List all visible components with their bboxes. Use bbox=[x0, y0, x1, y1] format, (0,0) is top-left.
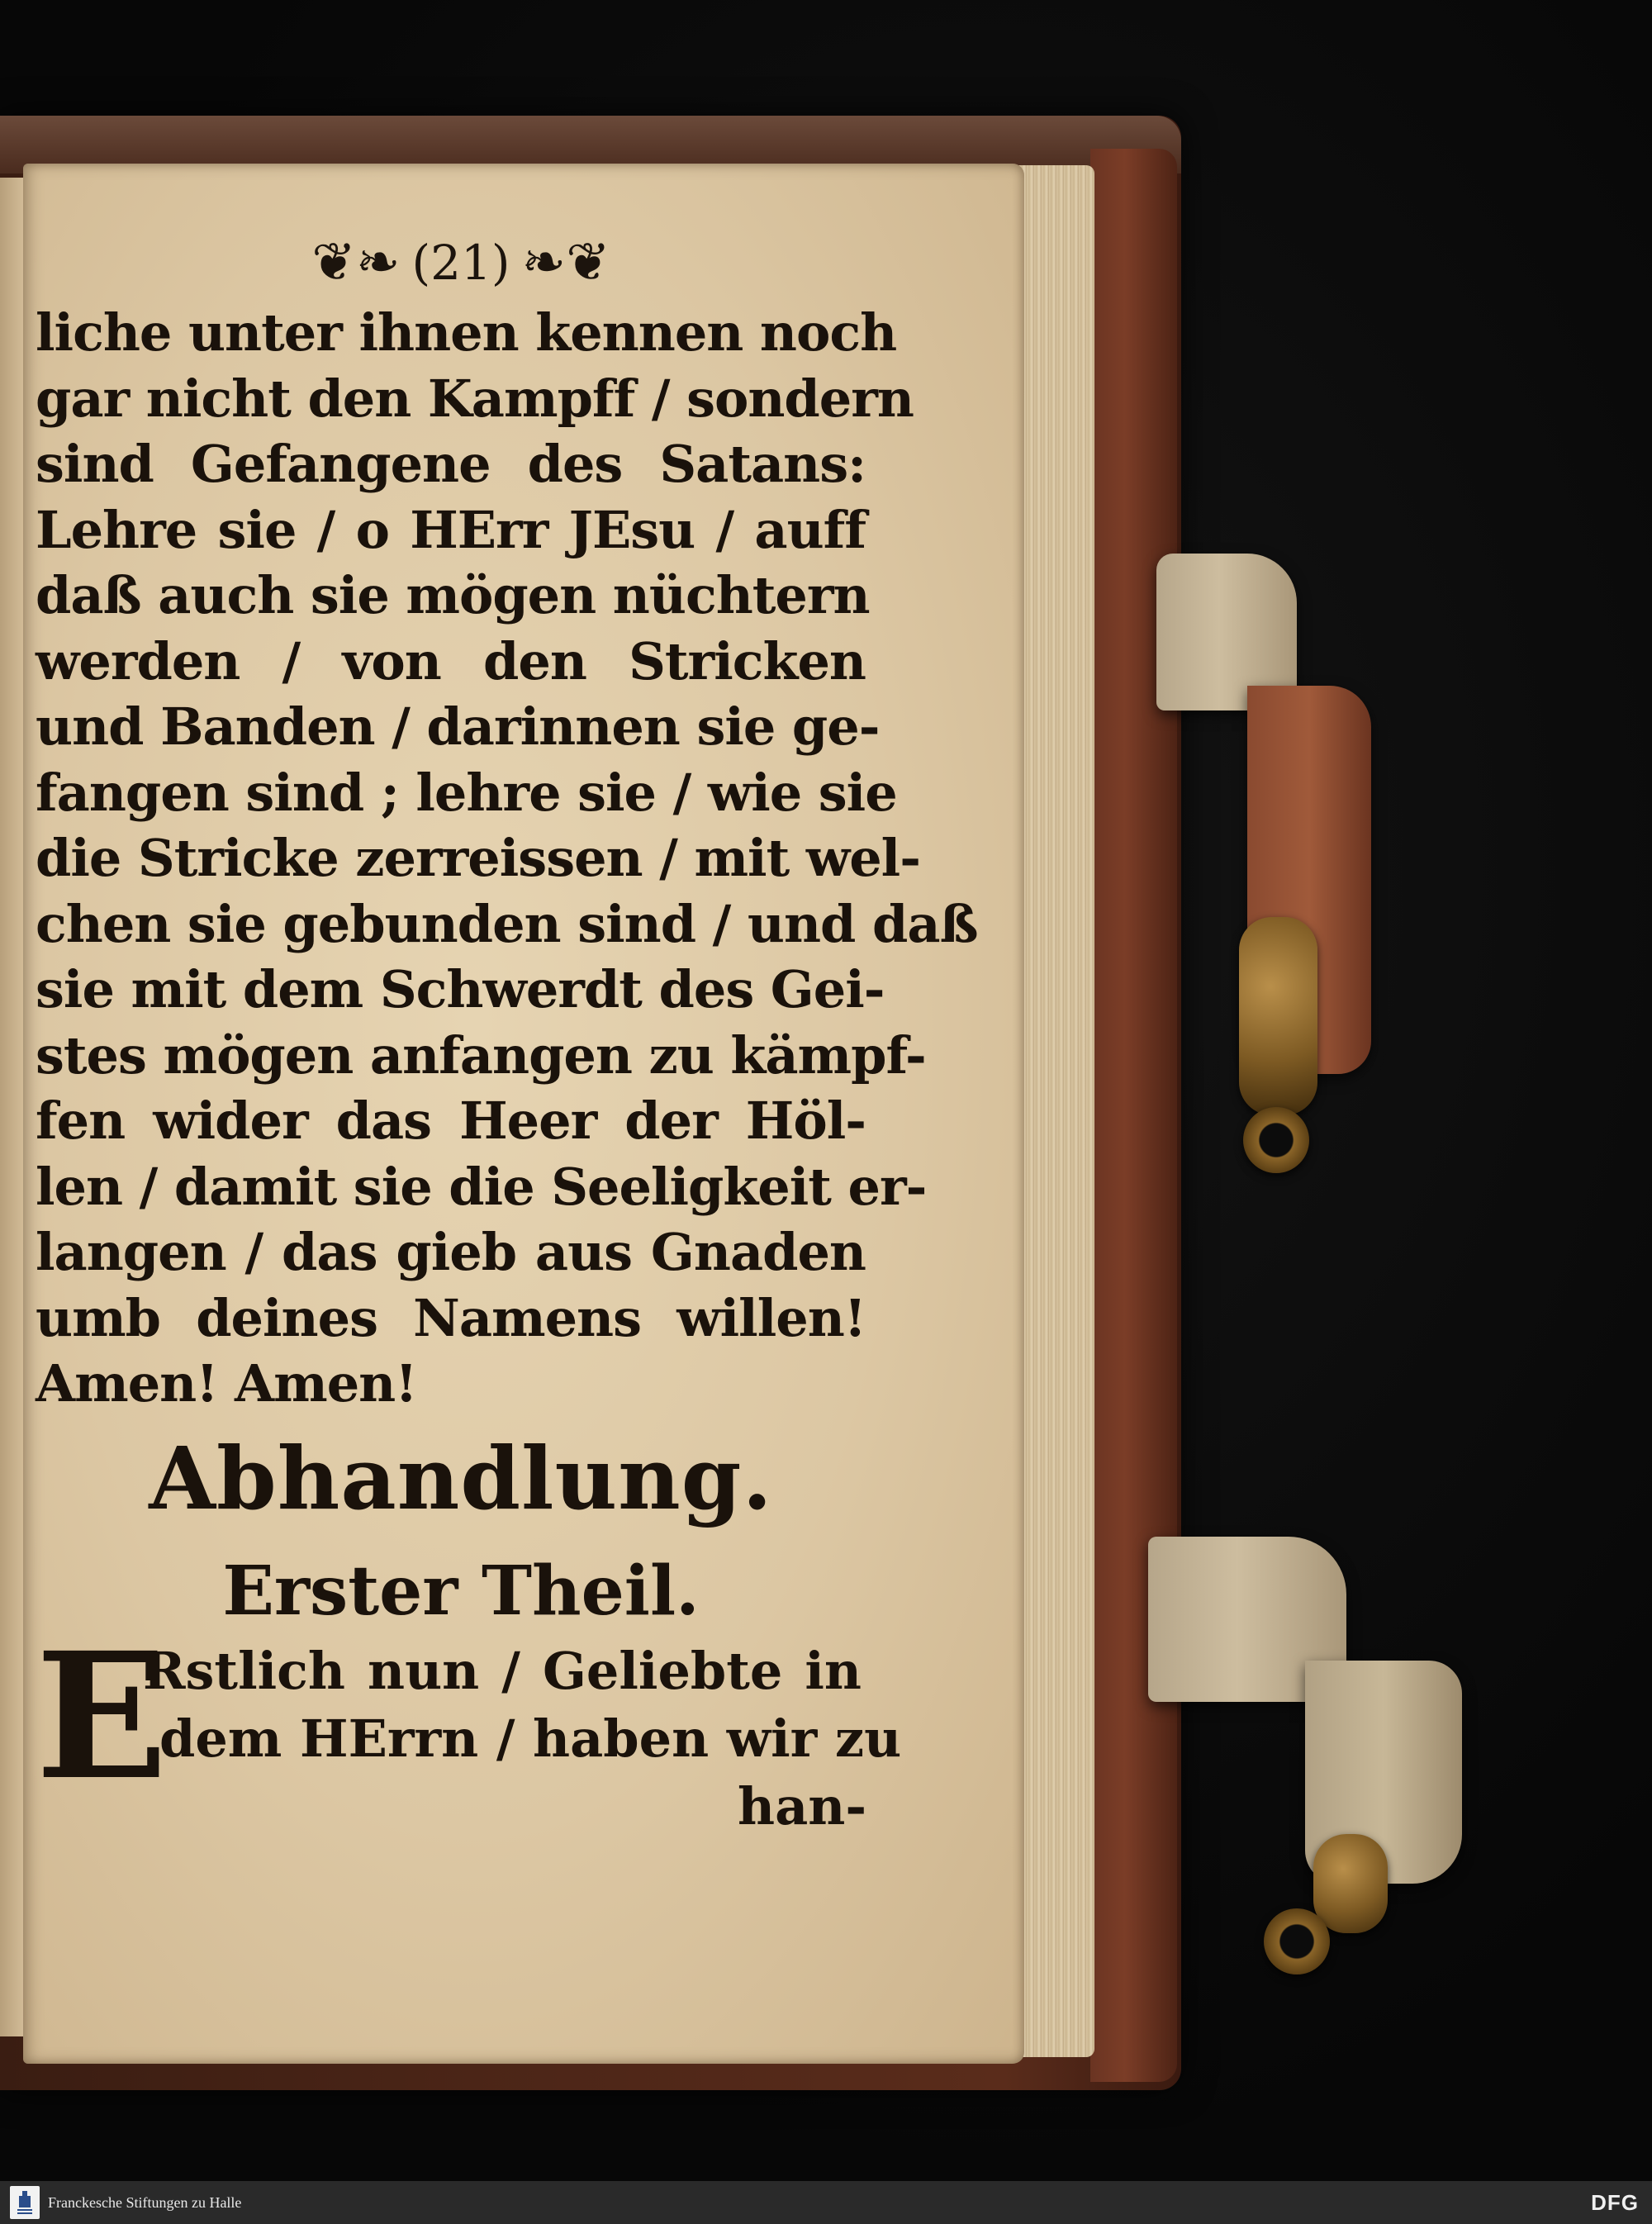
text-line: die Stricke zerreissen / mit wel- bbox=[36, 828, 920, 888]
francke-foundation-logo-icon bbox=[10, 2186, 40, 2219]
text-line: Lehre sie / o HErr JEsu / auff bbox=[36, 499, 866, 560]
dropcap-letter: E bbox=[36, 1614, 169, 1818]
lower-clasp-ring-icon bbox=[1264, 1908, 1330, 1975]
lower-brass-clasp-icon bbox=[1313, 1834, 1388, 1933]
body-text bbox=[36, 300, 978, 1417]
text-line: Amen! Amen! bbox=[36, 1353, 417, 1414]
text-line: und Banden / darinnen sie ge- bbox=[36, 696, 880, 757]
text-line: han- bbox=[738, 1776, 867, 1837]
text-line: sie mit dem Schwerdt des Gei- bbox=[36, 959, 885, 1019]
text-line: fangen sind ; lehre sie / wie sie bbox=[36, 762, 897, 823]
text-line: umb deines Namens willen! bbox=[36, 1287, 866, 1348]
text-line: langen / das gieb aus Gnaden bbox=[36, 1222, 866, 1282]
section-subheading: Erster Theil. bbox=[222, 1552, 700, 1631]
text-line: werden / von den Stricken bbox=[36, 630, 866, 691]
text-line: fen wider das Heer der Höl- bbox=[36, 1091, 866, 1151]
text-line: dem HErrn / haben wir zu bbox=[159, 1708, 902, 1769]
text-line: sind Gefangene des Satans: bbox=[36, 434, 866, 494]
text-line: len / damit sie die Seeligkeit er- bbox=[36, 1156, 927, 1217]
book-cover-fore-edge bbox=[1090, 149, 1177, 2082]
text-line: gar nicht den Kampff / sondern bbox=[36, 368, 914, 429]
text-line: stes mögen anfangen zu kämpf- bbox=[36, 1024, 926, 1086]
text-line: Rstlich nun / Geliebte in bbox=[143, 1641, 862, 1701]
text-line: chen sie gebunden sind / und daß bbox=[36, 893, 978, 954]
header-ornament-left-icon: ❦❧ bbox=[311, 232, 401, 293]
footer-bar bbox=[0, 2181, 1652, 2224]
upper-brass-clasp-icon bbox=[1239, 917, 1317, 1115]
footer-institution[interactable] bbox=[0, 2186, 241, 2219]
footer-institution-label: Franckesche Stiftungen zu Halle bbox=[48, 2193, 242, 2211]
page-number: (21) bbox=[411, 235, 510, 291]
page-header bbox=[296, 230, 626, 296]
text-line: liche unter ihnen kennen noch bbox=[36, 302, 897, 363]
header-ornament-right-icon: ❧❦ bbox=[521, 232, 610, 293]
upper-clasp-ring-icon bbox=[1243, 1107, 1309, 1173]
book-page bbox=[23, 164, 1024, 2064]
section-heading: Abhandlung. bbox=[149, 1428, 773, 1529]
text-line: daß auch sie mögen nüchtern bbox=[36, 565, 870, 625]
dfg-logo[interactable]: DFG bbox=[1591, 2189, 1639, 2215]
